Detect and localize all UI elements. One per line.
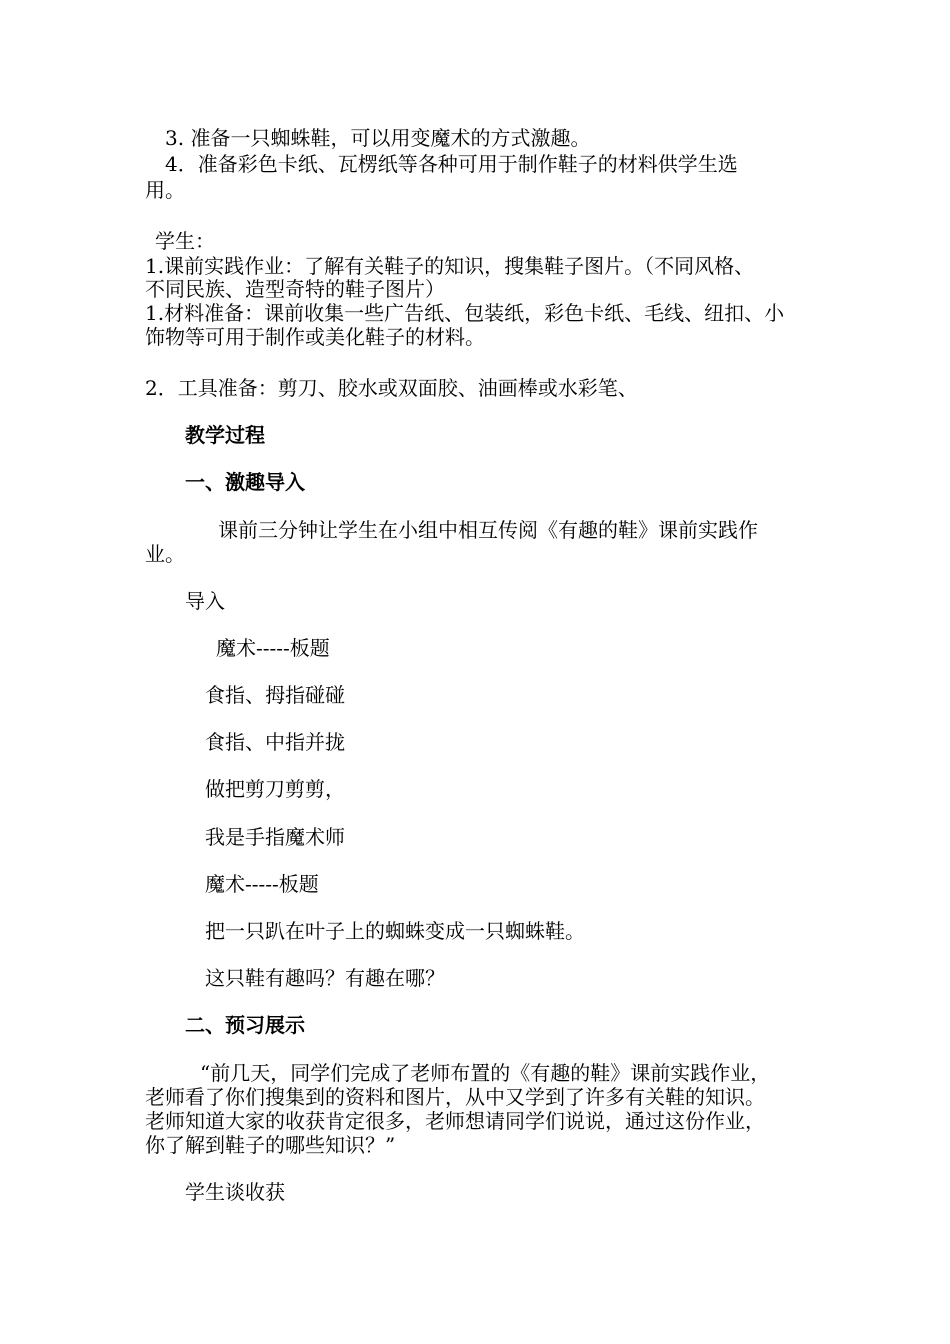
section-1-para: 课前三分钟让学生在小组中相互传阅《有趣的鞋》课前实践作 [218, 518, 758, 542]
student-item-2: 1.材料准备：课前收集一些广告纸、包装纸，彩色卡纸、毛线、纽扣、小 [145, 301, 785, 325]
heading-teaching-process: 教学过程 [185, 423, 265, 447]
intro-label: 导入 [185, 589, 225, 613]
section-1-title: 一、激趣导入 [185, 470, 305, 494]
section-1-para-cont: 业。 [145, 542, 185, 566]
rhyme-line-3: 做把剪刀剪剪， [205, 777, 345, 801]
section-2-para-4: 你了解到鞋子的哪些知识？” [145, 1133, 396, 1157]
section-2-para-1: “前几天，同学们完成了老师布置的《有趣的鞋》课前实践作业， [200, 1061, 771, 1085]
rhyme-line-2: 食指、中指并拢 [205, 730, 345, 754]
student-item-2-cont: 饰物等可用于制作或美化鞋子的材料。 [145, 325, 485, 349]
magic-title-2: 魔术-----板题 [205, 872, 319, 896]
student-item-3: 2．工具准备：剪刀、胶水或双面胶、油画棒或水彩笔、 [145, 376, 638, 400]
rhyme-line-1: 食指、拇指碰碰 [205, 683, 345, 707]
question-line: 这只鞋有趣吗？有趣在哪？ [205, 966, 445, 990]
rhyme-line-4: 我是手指魔术师 [205, 825, 345, 849]
prep-item-4: 4．准备彩色卡纸、瓦楞纸等各种可用于制作鞋子的材料供学生选 [165, 152, 738, 176]
student-label: 学生： [155, 229, 215, 253]
prep-item-3: 3. 准备一只蜘蛛鞋，可以用变魔术的方式激趣。 [165, 126, 591, 150]
section-2-para-2: 老师看了你们搜集到的资料和图片，从中又学到了许多有关鞋的知识。 [145, 1085, 765, 1109]
student-talk: 学生谈收获 [185, 1180, 285, 1204]
prep-item-4-cont: 用。 [145, 178, 185, 202]
student-item-1-cont: 不同民族、造型奇特的鞋子图片） [145, 277, 445, 301]
magic-title: 魔术-----板题 [216, 636, 330, 660]
transform-line: 把一只趴在叶子上的蜘蛛变成一只蜘蛛鞋。 [205, 919, 585, 943]
section-2-para-3: 老师知道大家的收获肯定很多，老师想请同学们说说，通过这份作业， [145, 1109, 765, 1133]
student-item-1: 1.课前实践作业：了解有关鞋子的知识，搜集鞋子图片。（不同风格、 [145, 254, 755, 278]
section-2-title: 二、预习展示 [185, 1013, 305, 1037]
